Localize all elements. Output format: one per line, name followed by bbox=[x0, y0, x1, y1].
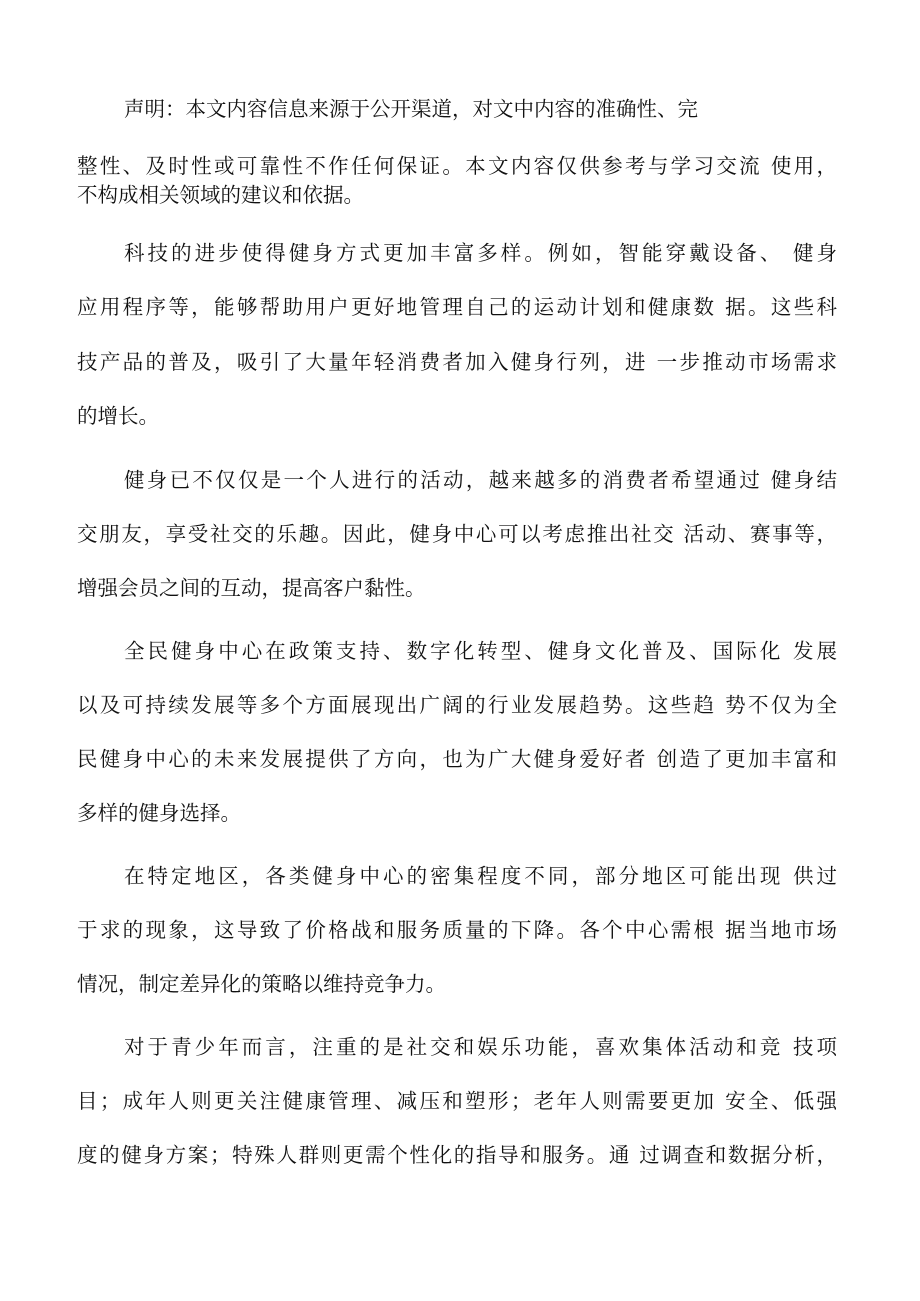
paragraph-4-line-2: 以及可持续发展等多个方面展现出广阔的行业发展趋势。这些趋 势不仅为全 bbox=[77, 693, 837, 717]
paragraph-6-line-2: 目；成年人则更关注健康管理、减压和塑形；老年人则需要更加 安全、低强 bbox=[77, 1089, 837, 1113]
paragraph-4-line-1: 全民健身中心在政策支持、数字化转型、健身文化普及、国际化 发展 bbox=[124, 639, 837, 663]
paragraph-3-line-1: 健身已不仅仅是一个人进行的活动，越来越多的消费者希望通过 健身结 bbox=[124, 468, 837, 492]
paragraph-4-line-3: 民健身中心的未来发展提供了方向，也为广大健身爱好者 创造了更加丰富和 bbox=[77, 747, 837, 771]
paragraph-2-line-1: 科技的进步使得健身方式更加丰富多样。例如，智能穿戴设备、 健身 bbox=[124, 241, 837, 265]
paragraph-2-line-2: 应用程序等，能够帮助用户更好地管理自己的运动计划和健康数 据。这些科 bbox=[77, 295, 837, 319]
disclaimer-line-2: 整性、及时性或可靠性不作任何保证。本文内容仅供参考与学习交流 使用， bbox=[77, 154, 837, 178]
disclaimer-line-1: 声明：本文内容信息来源于公开渠道，对文中内容的准确性、完 bbox=[124, 97, 698, 121]
paragraph-4-line-4: 多样的健身选择。 bbox=[77, 801, 241, 825]
paragraph-3-line-3: 增强会员之间的互动，提高客户黏性。 bbox=[77, 576, 426, 600]
paragraph-5-line-2: 于求的现象，这导致了价格战和服务质量的下降。各个中心需根 据当地市场 bbox=[77, 918, 837, 942]
paragraph-6-line-1: 对于青少年而言，注重的是社交和娱乐功能，喜欢集体活动和竞 技项 bbox=[124, 1035, 837, 1059]
paragraph-5-line-3: 情况，制定差异化的策略以维持竞争力。 bbox=[77, 972, 446, 996]
paragraph-2-line-4: 的增长。 bbox=[77, 404, 159, 428]
paragraph-5-line-1: 在特定地区，各类健身中心的密集程度不同，部分地区可能出现 供过 bbox=[124, 864, 837, 888]
paragraph-3-line-2: 交朋友，享受社交的乐趣。因此，健身中心可以考虑推出社交 活动、赛事等， bbox=[77, 522, 837, 546]
disclaimer-line-3: 不构成相关领域的建议和依据。 bbox=[77, 183, 364, 207]
paragraph-2-line-3: 技产品的普及，吸引了大量年轻消费者加入健身行列，进 一步推动市场需求 bbox=[77, 350, 837, 374]
paragraph-6-line-3: 度的健身方案；特殊人群则更需个性化的指导和服务。通 过调查和数据分析， bbox=[77, 1143, 837, 1167]
